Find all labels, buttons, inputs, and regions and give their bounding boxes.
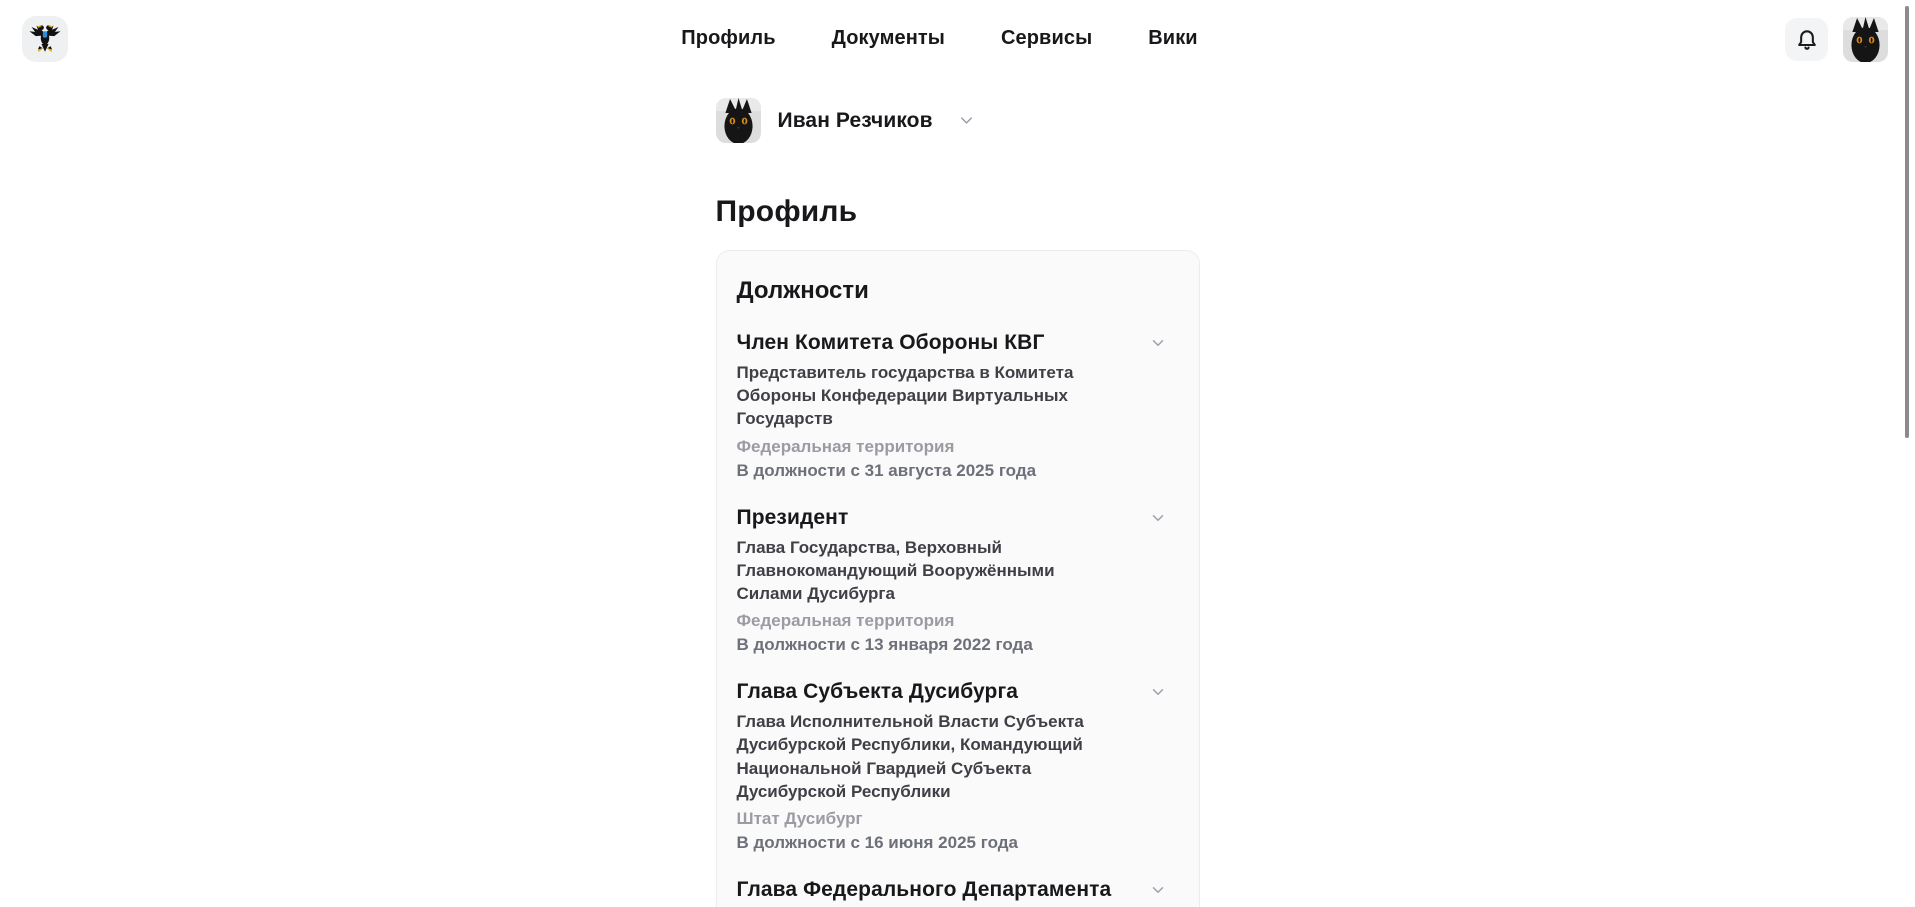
chevron-down-icon[interactable]: [957, 111, 976, 130]
user-switcher[interactable]: [716, 98, 1200, 143]
user-name: Иван Резчиков: [777, 108, 933, 132]
position-description: Представитель государства в Комитета Обороны Конфедерации Виртуальных Государств: [736, 363, 1074, 429]
position-tenure: В должности с 31 августа 2025 года: [736, 460, 1037, 480]
position-title: Президент: [736, 505, 849, 529]
app-logo-button[interactable]: [22, 16, 68, 62]
position-item: [737, 680, 1179, 855]
position-header[interactable]: [737, 506, 1179, 530]
user-avatar-small[interactable]: [1843, 17, 1888, 62]
position-tenure: В должности с 13 января 2022 года: [736, 635, 1033, 655]
position-title: Член Комитета Обороны КВГ: [736, 331, 1045, 354]
chevron-down-icon[interactable]: [1149, 881, 1167, 899]
chevron-down-icon[interactable]: [1149, 334, 1167, 352]
nav-item-services[interactable]: Сервисы: [1000, 26, 1093, 49]
position-item: [737, 331, 1179, 483]
nav-item-wiki[interactable]: Вики: [1148, 26, 1198, 49]
page-title: Профиль: [715, 195, 858, 228]
position-location: Федеральная территория: [736, 611, 955, 631]
position-description: Глава Государства, Верховный Главнокомандующий Вооружёнными Силами Дусибурга: [736, 537, 1055, 604]
position-header[interactable]: [737, 331, 1179, 355]
position-header[interactable]: [737, 878, 1179, 902]
main-navigation: [681, 0, 1197, 76]
positions-card-title: Должности: [736, 277, 869, 304]
scrollbar-thumb[interactable]: [1905, 6, 1909, 438]
positions-card: [716, 250, 1200, 907]
position-title: Глава Субъекта Дусибурга: [736, 680, 1019, 704]
chevron-down-icon[interactable]: [1149, 683, 1167, 701]
position-title: Глава Федерального Департамента: [736, 878, 1112, 902]
position-item: [737, 878, 1179, 902]
position-location: Штат Дусибург: [736, 809, 863, 829]
nav-item-documents[interactable]: Документы: [831, 26, 945, 49]
chevron-down-icon[interactable]: [1149, 509, 1167, 527]
user-avatar: [716, 98, 761, 143]
nav-item-profile[interactable]: Профиль: [681, 26, 776, 49]
top-header: [0, 0, 1915, 76]
notifications-button[interactable]: [1785, 18, 1828, 61]
eagle-coat-of-arms-icon: [28, 22, 62, 56]
position-location: Федеральная территория: [736, 436, 955, 456]
position-tenure: В должности с 16 июня 2025 года: [736, 833, 1018, 853]
main-content: [716, 98, 1200, 907]
position-item: [737, 506, 1179, 658]
bell-icon: [1794, 27, 1820, 53]
header-right-group: [1785, 17, 1888, 62]
position-header[interactable]: [737, 680, 1179, 704]
positions-list: [737, 331, 1179, 902]
position-description: Глава Исполнительной Власти Субъекта Дусибурской Республики, Командующий Национальной Гвардией Субъекта Дусибурской Республики: [736, 712, 1084, 801]
